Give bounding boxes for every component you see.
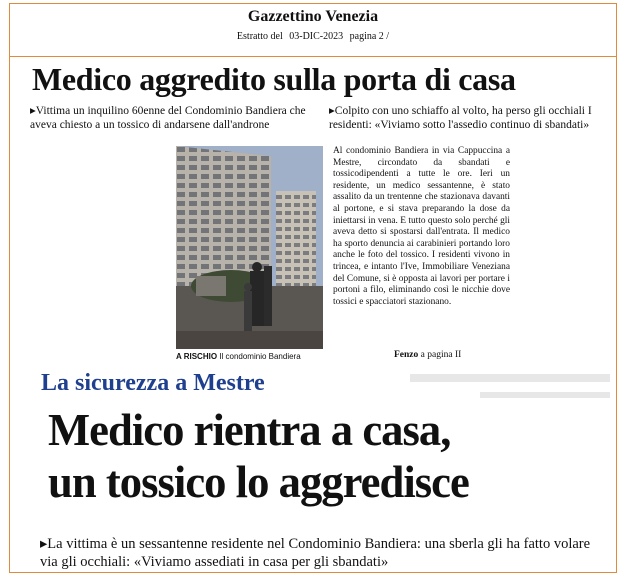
byline-author: Fenzo xyxy=(394,350,419,360)
clip-subhead-left: ▸Vittima un inquilino 60enne del Condominio Bandiera che aveva chiesto a un tossico di andarsene dall'androne xyxy=(30,105,306,131)
photo-caption xyxy=(176,352,336,361)
page-header xyxy=(10,8,616,57)
clip-headline: Medico aggredito sulla porta di casa xyxy=(32,61,516,97)
faded-text-block xyxy=(480,392,610,398)
extract-label: Estratto del xyxy=(236,31,283,42)
extract-line xyxy=(10,31,616,42)
clip-byline xyxy=(394,350,461,360)
main-kicker: La sicurezza a Mestre xyxy=(41,370,265,396)
main-headline xyxy=(48,404,469,508)
extract-page: pagina 2 / xyxy=(349,31,390,42)
clip-subhead-right: ▸Colpito con uno schiaffo al volto, ha perso gli occhiali I residenti: «Viviamo sotto l'assedio continuo di sbandati» xyxy=(329,105,592,131)
condominium-photo-illustration xyxy=(176,146,323,349)
extract-date: 03-DIC-2023 xyxy=(289,31,344,42)
front-page-clip xyxy=(22,56,608,372)
caption-text: Il condominio Bandiera xyxy=(219,352,301,361)
main-subtitle: ▸La vittima è un sessantenne residente nel Condominio Bandiera: una sberla gli ha fatto volare via gli occhiali: «Viviamo assediati in casa per gli sbandati» xyxy=(40,536,591,570)
faded-text-block xyxy=(410,374,610,382)
condominium-photo xyxy=(176,146,323,349)
caption-bold: A RISCHIO xyxy=(176,352,218,361)
byline-reference: a pagina II xyxy=(420,350,462,360)
main-headline-line2: un tossico lo aggredisce xyxy=(48,456,469,507)
clip-body: Al condominio Bandiera in via Cappuccina a Mestre, circondato da sbandati e tossicodipendenti a tutte le ore. Ieri un residente, un medico sessantenne, è stato assalito da un trentenne che stazionava davanti al portone, e si stava preparando la dose da iniettarsi in vena. E tutto questo solo perché gli aveva detto si spostarsi dall'entrata. Il medico ha sporto denuncia ai carabinieri portando loro anche le foto del tossico. I residenti vivono in trincea, e intanto l'Ive, Immobiliare Veneziana del Comune, si è opposta ai lavori per portare i portoni a filo, eliminando così le nicchie dove tossici e spacciatori stazionano. xyxy=(333,146,510,307)
main-headline-line1: Medico rientra a casa, xyxy=(48,404,451,455)
newspaper-name: Gazzettino Venezia xyxy=(247,8,379,25)
article-frame xyxy=(9,3,617,573)
